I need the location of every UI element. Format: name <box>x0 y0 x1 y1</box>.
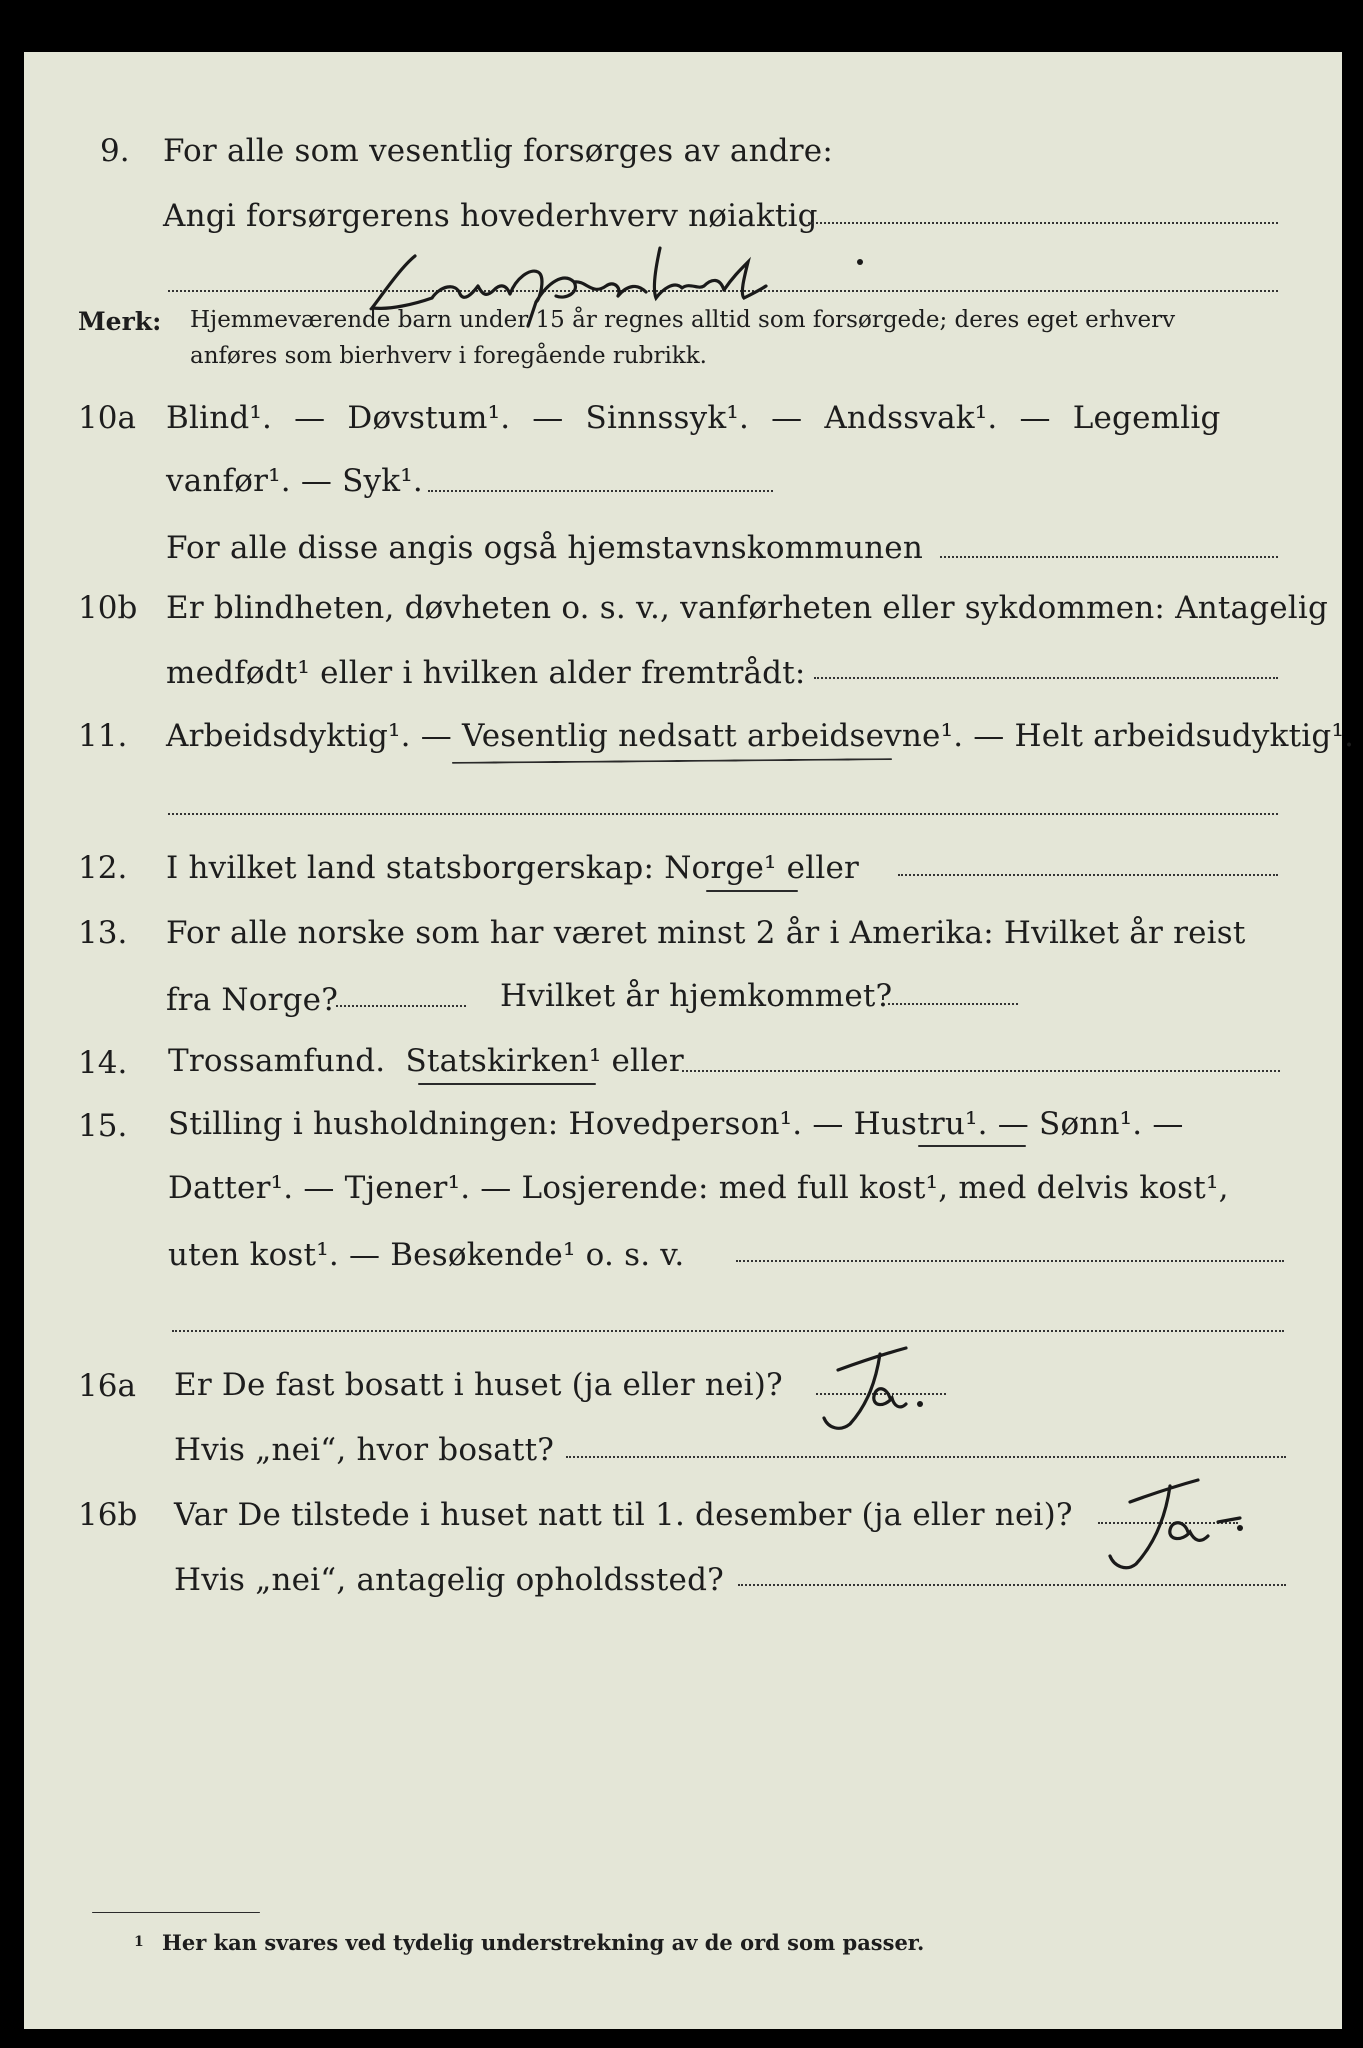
q14-text <box>168 1043 684 1079</box>
q15-text-part3: ¹. — Sønn¹. — <box>965 1106 1184 1142</box>
q15-underlined-choice[interactable]: Hustru <box>853 1106 966 1142</box>
q15-number: 15. <box>78 1108 128 1144</box>
q11-answer-line[interactable] <box>168 813 1278 815</box>
q14-underline-mark <box>418 1083 596 1085</box>
q16b-answer-line2[interactable] <box>738 1584 1286 1586</box>
q10a-text-line3: For alle disse angis også hjemstavnskommunen <box>166 530 923 566</box>
q10a-number: 10a <box>78 400 136 436</box>
q16b-number: 16b <box>78 1497 138 1533</box>
q16a-text-line2: Hvis „nei“, hvor bosatt? <box>174 1432 555 1468</box>
q14-number: 14. <box>78 1045 128 1081</box>
q10b-answer-line[interactable] <box>814 677 1278 679</box>
q10a-text-line2: vanfør¹. — Syk¹. <box>166 463 423 499</box>
footnote-text: Her kan svares ved tydelig understrekning av de ord som passer. <box>162 1930 925 1955</box>
q16b-text-line1: Var De tilstede i huset natt til 1. desember (ja eller nei)? <box>174 1497 1073 1533</box>
q11-underlined-choice[interactable]: Vesentlig nedsatt arbeidsevne <box>462 718 941 754</box>
q16a-answer-line2[interactable] <box>566 1456 1286 1458</box>
q10a-text-line1: Blind¹. — Døvstum¹. — Sinnssyk¹. — Andssvak¹. — Legemlig <box>166 400 1221 436</box>
q12-underlined-choice[interactable]: Norge <box>664 850 764 886</box>
q10b-number: 10b <box>78 590 138 626</box>
q13-number: 13. <box>78 915 128 951</box>
q11-text-part1: Arbeidsdyktig¹. — <box>166 718 463 754</box>
q12-number: 12. <box>78 850 128 886</box>
q9-text-line2: Angi forsørgerens hovederhverv nøiaktig <box>163 198 818 234</box>
q12-underline-mark <box>706 890 798 892</box>
q14-text-part3: ¹ eller <box>588 1043 684 1079</box>
q15-text-line3: uten kost¹. — Besøkende¹ o. s. v. <box>168 1237 685 1273</box>
q14-text-part1: Trossamfund. <box>168 1043 386 1079</box>
q12-text <box>166 850 859 886</box>
footnote-mark: 1 <box>134 1934 144 1950</box>
q10b-text-line1: Er blindheten, døvheten o. s. v., vanførheten eller sykdommen: Antagelig <box>166 590 1329 626</box>
q10a-answer-line2[interactable] <box>940 556 1278 558</box>
q11-text-part3: ¹. — Helt arbeidsudyktig¹. <box>940 718 1355 754</box>
q12-text-part3: ¹ eller <box>764 850 860 886</box>
merk-text-line2: anføres som bierhverv i foregående rubrikk. <box>190 343 707 369</box>
q15-text-line2: Datter¹. — Tjener¹. — Losjerende: med full kost¹, med delvis kost¹, <box>168 1170 1229 1206</box>
q16a-text-line1: Er De fast bosatt i huset (ja eller nei)? <box>174 1367 783 1403</box>
q11-text <box>166 718 1354 754</box>
q9-number: 9. <box>100 133 130 169</box>
q13-text-line2b: Hvilket år hjemkommet? <box>500 978 893 1014</box>
q14-answer-line[interactable] <box>682 1070 1280 1072</box>
q11-number: 11. <box>78 718 128 754</box>
footnote-rule <box>92 1912 260 1913</box>
q10b-text-line2: medfødt¹ eller i hvilken alder fremtrådt: <box>166 655 806 691</box>
q14-underlined-choice[interactable]: Statskirken <box>405 1043 589 1079</box>
q16b-text-line2: Hvis „nei“, antagelig opholdssted? <box>174 1562 724 1598</box>
q9-text-line1: For alle som vesentlig forsørges av andre: <box>163 133 833 169</box>
q13-text-line2a: fra Norge? <box>166 982 339 1018</box>
q9-answer-line1[interactable] <box>808 222 1278 224</box>
q16a-number: 16a <box>78 1368 136 1404</box>
q12-text-part1: I hvilket land statsborgerskap: <box>166 850 665 886</box>
q15-underline-mark <box>918 1145 1026 1147</box>
q13-answer-line1[interactable] <box>336 1005 466 1007</box>
merk-label: Merk: <box>78 307 162 336</box>
q15-text-part1: Stilling i husholdningen: Hovedperson¹. — <box>168 1106 854 1142</box>
q13-answer-line2[interactable] <box>888 1003 1018 1005</box>
q12-answer-line[interactable] <box>898 874 1278 876</box>
q15-answer-line1[interactable] <box>736 1260 1284 1262</box>
q15-answer-line2[interactable] <box>172 1330 1284 1332</box>
q15-text-line1 <box>168 1106 1184 1142</box>
q10a-answer-line1[interactable] <box>428 490 773 492</box>
q13-text-line1: For alle norske som har været minst 2 år i Amerika: Hvilket år reist <box>166 915 1246 951</box>
q16b-handwritten-answer <box>1090 1470 1260 1580</box>
q16a-handwritten-answer <box>810 1340 960 1440</box>
merk-text-line1: Hjemmeværende barn under 15 år regnes alltid som forsørgede; deres eget erhverv <box>190 307 1176 333</box>
